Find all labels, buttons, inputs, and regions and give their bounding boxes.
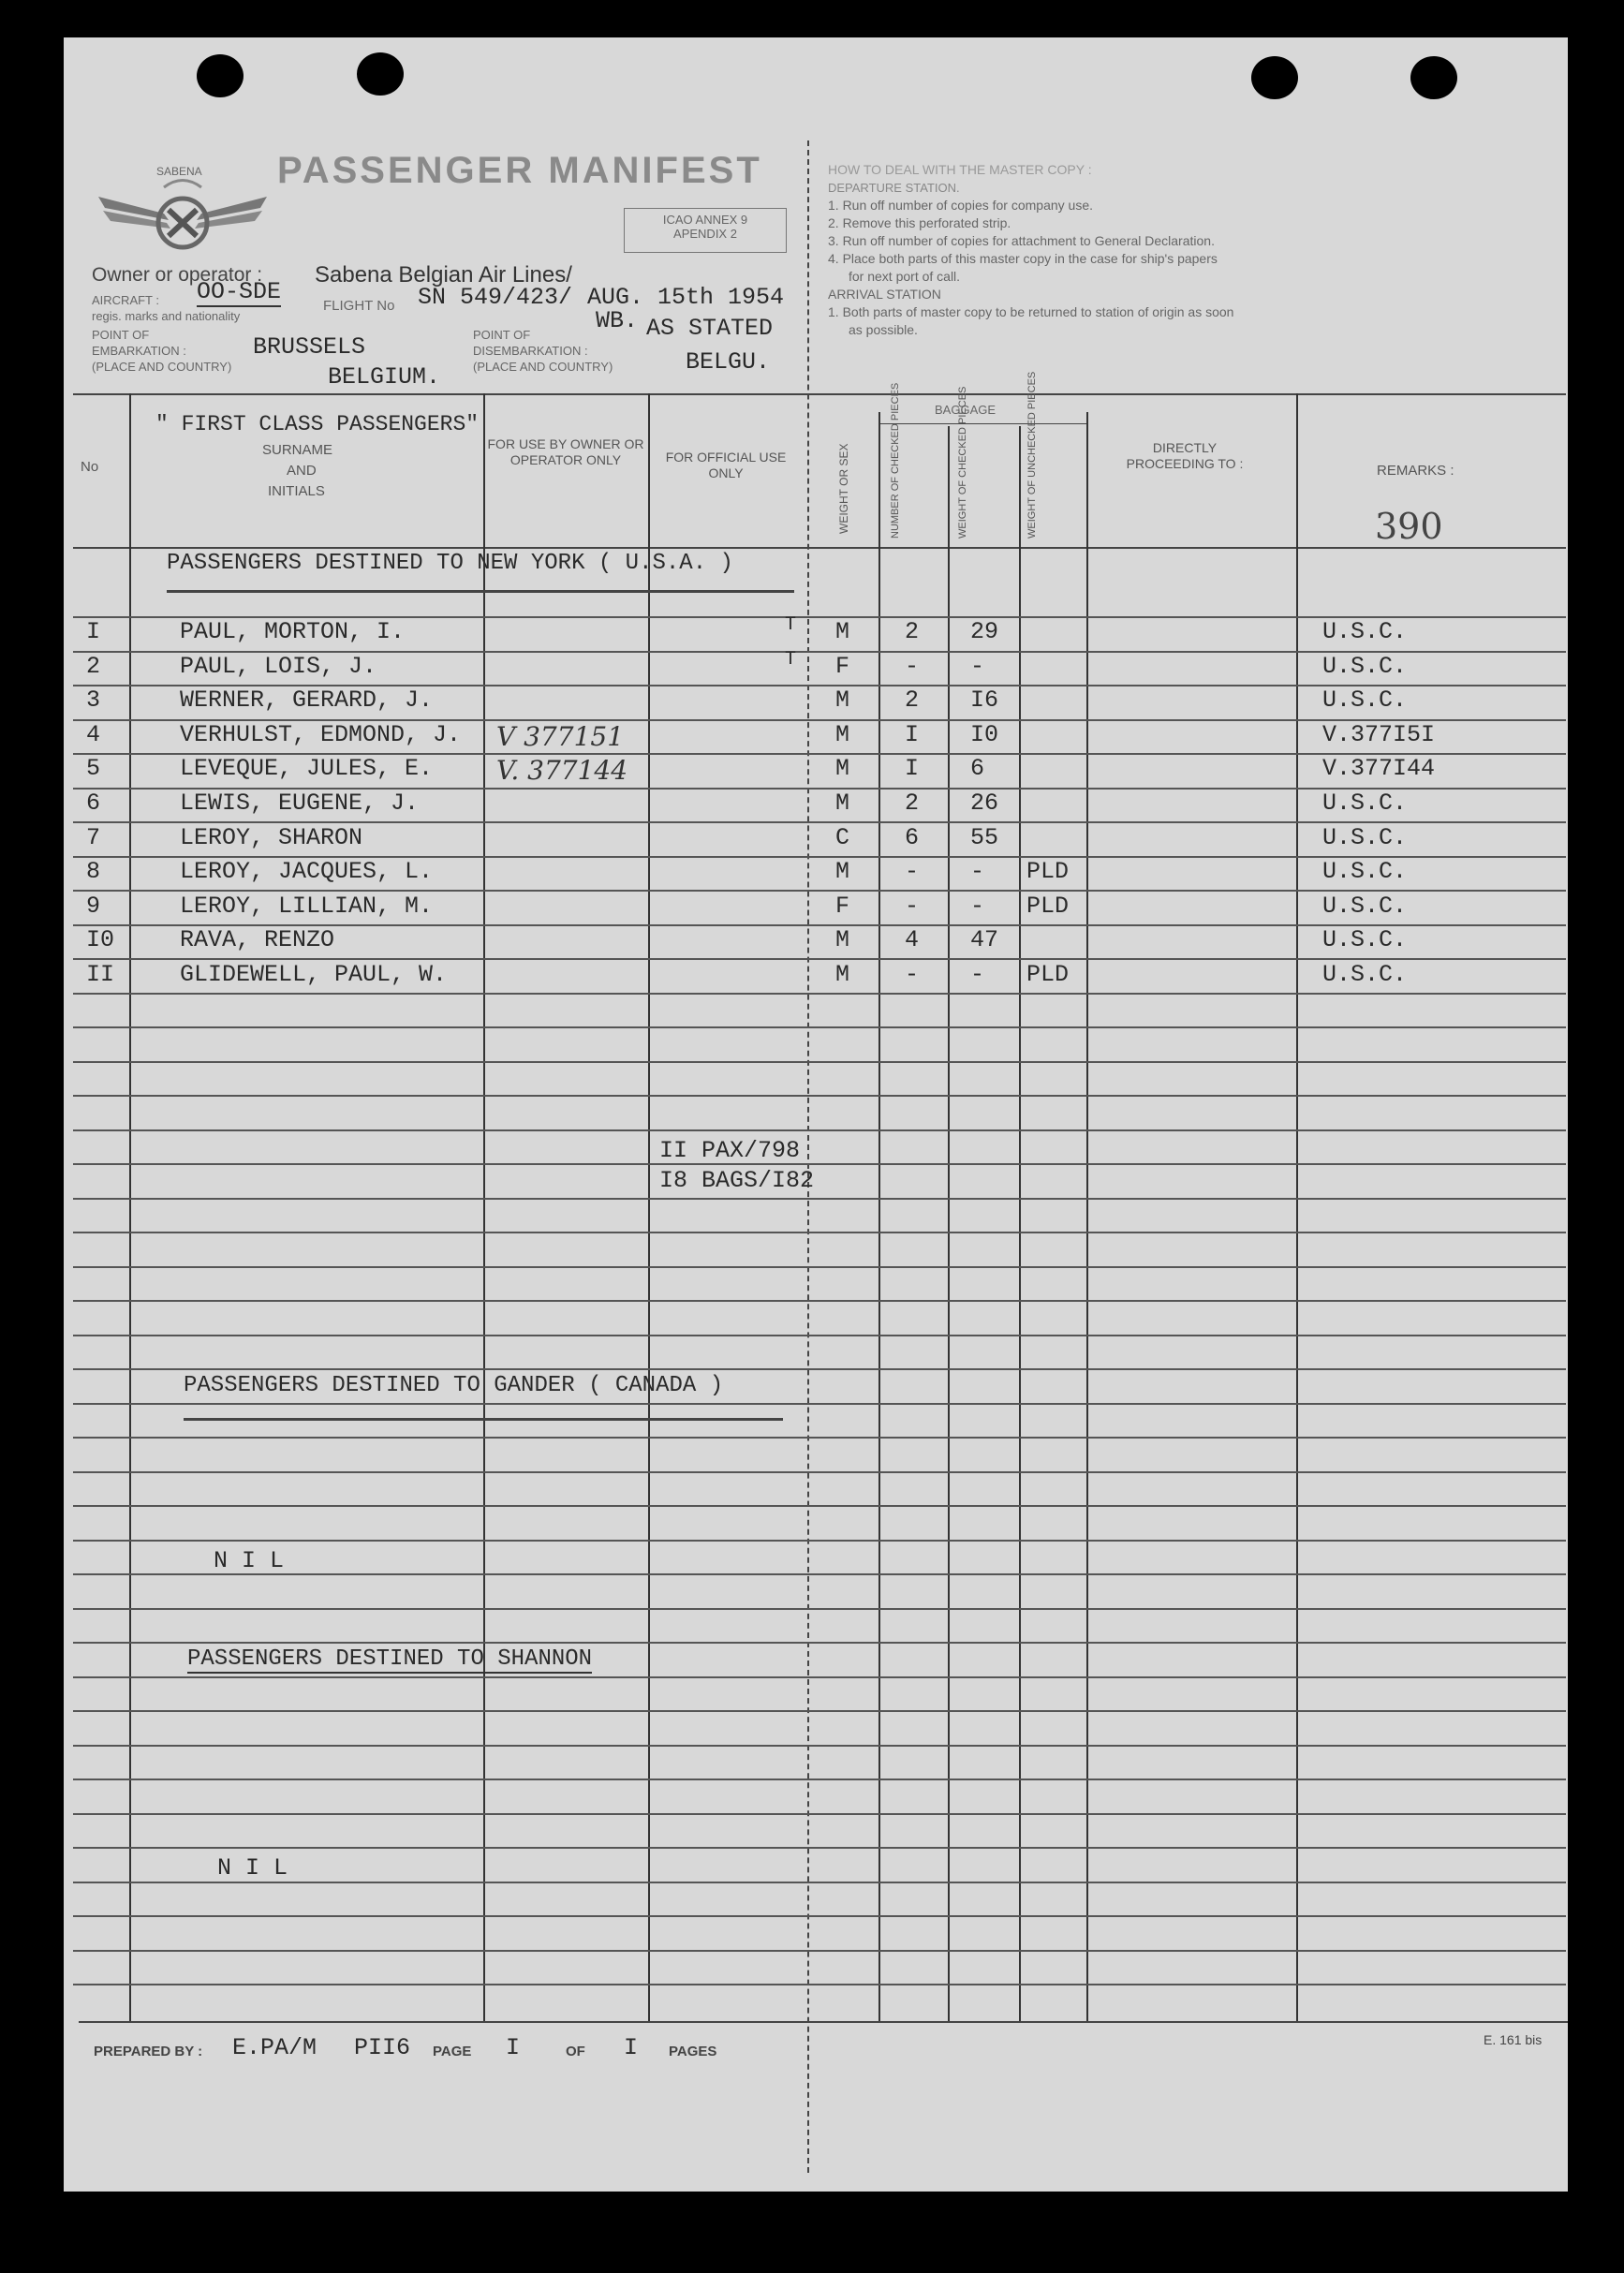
checked-pieces: 6 [905,824,920,851]
icao-line-2: APENDIX 2 [673,227,737,241]
col-initials: INITIALS [268,483,325,499]
remarks-value: U.S.C. [1322,618,1408,645]
logo-text: SABENA [156,165,202,178]
col-line [878,412,880,2023]
weight-or-sex: F [835,653,850,680]
checked-weight: - [970,653,985,680]
instruction-1: 1. Run off number of copies for company use. [828,198,1094,213]
section-shannon: PASSENGERS DESTINED TO SHANNON [187,1646,593,1672]
arrival-instruction-2: as possible. [849,322,918,337]
baggage-underline [878,423,1086,424]
checked-pieces: 4 [905,926,920,953]
remarks-value: U.S.C. [1322,790,1408,817]
row-rule [73,1471,1566,1473]
flight-label: FLIGHT No [323,298,395,314]
remarks-value: U.S.C. [1322,686,1408,714]
row-rule [73,1813,1566,1815]
instructions-block [828,161,1233,339]
row-rule [73,1882,1566,1883]
instructions-title: HOW TO DEAL WITH THE MASTER COPY : [828,162,1092,177]
row-rule [73,1745,1566,1747]
row-number: 8 [86,858,101,885]
unchecked-weight: PLD [1026,858,1070,885]
row-number: II [86,961,115,988]
row-rule [73,1198,1566,1200]
passenger-name: PAUL, LOIS, J. [180,653,377,680]
col-line [1086,412,1088,2023]
col-line [948,426,950,2023]
passenger-name: LEROY, SHARON [180,824,363,851]
passenger-name: PAUL, MORTON, I. [180,618,406,645]
nil-shannon: N I L [217,1854,288,1882]
footer-pages-label: PAGES [669,2044,717,2059]
punch-hole [357,52,404,96]
footer-prepared-label: PREPARED BY : [94,2044,203,2059]
flight-wb: WB. [596,307,639,334]
passenger-name: LEVEQUE, JULES, E. [180,755,434,782]
checked-pieces: - [905,961,920,988]
col-directly-proceeding: DIRECTLY PROCEEDING TO : [1126,440,1244,471]
disembark-label-3: (PLACE AND COUNTRY) [473,360,613,374]
remarks-value: U.S.C. [1322,824,1408,851]
weight-or-sex: M [835,926,850,953]
row-number: 5 [86,755,101,782]
unchecked-weight: PLD [1026,961,1070,988]
flight-value: SN 549/423/ [418,284,573,311]
col-owner-use: FOR USE BY OWNER OR OPERATOR ONLY [487,436,644,467]
checked-pieces: I [905,755,920,782]
row-rule [73,890,1566,892]
official-mark: T [785,614,797,636]
footer-top-border [79,2021,1568,2023]
section-new-york: PASSENGERS DESTINED TO NEW YORK ( U.S.A. ) [167,551,733,576]
passenger-name: WERNER, GERARD, J. [180,686,434,714]
passenger-name: RAVA, RENZO [180,926,335,953]
manifest-sheet [64,37,1568,2192]
punch-hole [1251,56,1298,99]
row-number: 9 [86,893,101,920]
row-rule [73,1676,1566,1678]
row-rule [73,1368,1566,1370]
checked-weight: 55 [970,824,999,851]
row-rule [73,1540,1566,1542]
weight-or-sex: M [835,721,850,748]
row-rule [73,1950,1566,1952]
checked-pieces: 2 [905,686,920,714]
checked-weight: - [970,893,985,920]
aircraft-label: AIRCRAFT : [92,293,159,307]
footer-page-label: PAGE [433,2044,472,2059]
table-top-border [73,393,1566,395]
row-rule [73,1163,1566,1165]
row-rule [73,1608,1566,1610]
owner-value: Sabena Belgian Air Lines/ [315,262,572,288]
row-number: 7 [86,824,101,851]
passenger-name: GLIDEWELL, PAUL, W. [180,961,448,988]
table-header-bottom [73,547,1566,549]
date-stated: AS STATED [646,315,774,342]
col-first-class-header: " FIRST CLASS PASSENGERS" [155,412,480,436]
row-number: I0 [86,926,115,953]
aircraft-sub-label: regis. marks and nationality [92,309,241,323]
embark-value: BRUSSELS [253,333,366,361]
footer-of-value: I [624,2034,639,2061]
owner-reference: V. 377144 [496,755,628,786]
col-remarks: REMARKS : [1377,463,1454,479]
unchecked-weight: PLD [1026,893,1070,920]
checked-pieces: - [905,858,920,885]
remarks-value: V.377I5I [1322,721,1436,748]
arrival-station: ARRIVAL STATION [828,287,941,302]
passenger-name: LEROY, LILLIAN, M. [180,893,434,920]
weight-or-sex: C [835,824,850,851]
col-baggage: BAGGAGE [935,403,997,417]
passenger-name: LEROY, JACQUES, L. [180,858,434,885]
footer-prepared-value: E.PA/M [232,2034,317,2061]
checked-weight: 29 [970,618,999,645]
row-rule [73,1129,1566,1131]
icao-line-1: ICAO ANNEX 9 [662,213,748,227]
remarks-page-number: 390 [1375,506,1443,547]
row-rule [73,1915,1566,1917]
checked-pieces: 2 [905,618,920,645]
row-rule [73,1095,1566,1097]
row-rule [73,1437,1566,1439]
total-bags: I8 BAGS/I82 [659,1167,815,1194]
weight-or-sex: M [835,790,850,817]
col-surname: SURNAME [262,442,333,458]
remarks-value: U.S.C. [1322,926,1408,953]
col-weight-checked: WEIGHT OF CHECKED PIECES [957,386,968,539]
remarks-value: U.S.C. [1322,893,1408,920]
total-pax: II PAX/798 [659,1137,801,1164]
checked-pieces: - [905,653,920,680]
punch-hole [197,54,244,97]
arrival-instruction-1: 1. Both parts of master copy to be returned to station of origin as soon [828,304,1234,319]
row-rule [73,1710,1566,1712]
checked-weight: - [970,858,985,885]
checked-weight: I0 [970,721,999,748]
section-new-york-underline [167,590,794,593]
checked-weight: 26 [970,790,999,817]
checked-weight: I6 [970,686,999,714]
col-num-checked: NUMBER OF CHECKED PIECES [890,382,901,539]
instruction-4b: for next port of call. [849,269,961,284]
section-gander: PASSENGERS DESTINED TO GANDER ( CANADA ) [184,1373,724,1398]
flight-date: AUG. 15th 1954 [587,284,785,311]
row-rule [73,1335,1566,1336]
row-rule [73,993,1566,995]
remarks-value: U.S.C. [1322,653,1408,680]
aircraft-value: OO-SDE [197,278,282,305]
checked-pieces: 2 [905,790,920,817]
weight-or-sex: M [835,755,850,782]
col-and: AND [287,463,317,479]
col-weight-unchecked: WEIGHT OF UNCHECKED PIECES [1026,371,1038,539]
row-rule [73,958,1566,960]
row-number: 6 [86,790,101,817]
disembark-value: BELGU. [686,348,771,376]
col-line [1019,426,1021,2023]
checked-weight: - [970,961,985,988]
embark-label-3: (PLACE AND COUNTRY) [92,360,232,374]
checked-pieces: I [905,721,920,748]
weight-or-sex: M [835,618,850,645]
weight-or-sex: M [835,961,850,988]
col-weight-sex: WEIGHT OR SEX [837,443,850,534]
footer-of-label: OF [566,2044,585,2059]
row-rule [73,1642,1566,1644]
owner-reference: V 377151 [496,721,625,752]
row-rule [73,1266,1566,1268]
icao-annex-box [624,208,787,253]
row-rule [73,1984,1566,1985]
punch-hole [1410,56,1457,99]
row-rule [73,1403,1566,1405]
row-rule [73,1779,1566,1780]
embark-label-2: EMBARKATION : [92,344,186,358]
disembark-label-2: DISEMBARKATION : [473,344,588,358]
checked-weight: 47 [970,926,999,953]
remarks-value: U.S.C. [1322,961,1408,988]
instruction-4: 4. Place both parts of this master copy in the case for ship's papers [828,251,1218,266]
remarks-value: U.S.C. [1322,858,1408,885]
departure-station: DEPARTURE STATION. [828,181,960,195]
footer-form-number: E. 161 bis [1484,2032,1543,2047]
manifest-title: PASSENGER MANIFEST [277,150,762,191]
weight-or-sex: F [835,893,850,920]
col-no-header: No [81,459,99,475]
perforation-line [807,140,809,2173]
row-rule [73,1026,1566,1028]
row-number: 3 [86,686,101,714]
row-number: 4 [86,721,101,748]
footer-code: PII6 [354,2034,411,2061]
checked-weight: 6 [970,755,985,782]
row-rule [73,821,1566,823]
instruction-2: 2. Remove this perforated strip. [828,215,1011,230]
row-rule [73,1847,1566,1849]
footer-page-value: I [506,2034,521,2061]
row-rule [73,1300,1566,1302]
passenger-name: LEWIS, EUGENE, J. [180,790,420,817]
weight-or-sex: M [835,858,850,885]
row-number: I [86,618,101,645]
instruction-3: 3. Run off number of copies for attachment to General Declaration. [828,233,1215,248]
embark-label-1: POINT OF [92,328,150,342]
section-gander-underline [184,1418,783,1421]
embark-country: BELGIUM. [328,363,441,391]
row-rule [73,1061,1566,1063]
row-rule [73,1573,1566,1575]
checked-pieces: - [905,893,920,920]
official-mark: T [785,649,797,671]
weight-or-sex: M [835,686,850,714]
row-number: 2 [86,653,101,680]
remarks-value: V.377I44 [1322,755,1436,782]
owner-label: Owner or operator : [92,264,263,286]
disembark-label-1: POINT OF [473,328,531,342]
nil-gander: N I L [214,1547,285,1574]
row-rule [73,1505,1566,1507]
sabena-wings-logo-icon [94,169,272,262]
passenger-name: VERHULST, EDMOND, J. [180,721,462,748]
row-rule [73,1232,1566,1233]
col-official-use: FOR OFFICIAL USE ONLY [665,450,787,480]
